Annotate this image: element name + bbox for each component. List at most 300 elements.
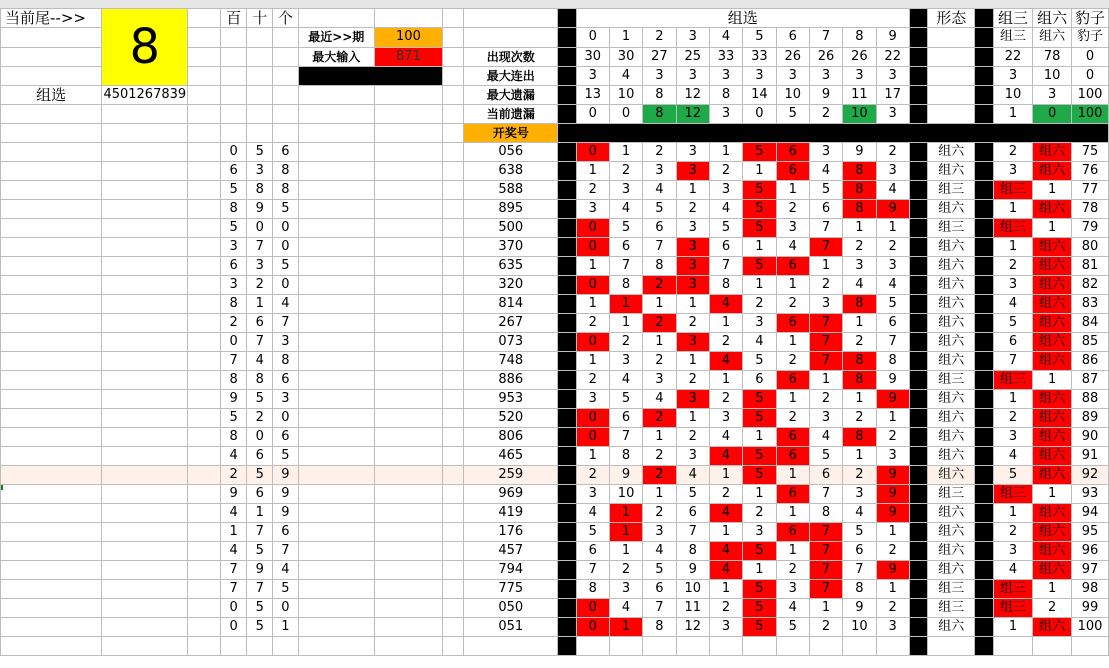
draw-digit[interactable]: 0 [273, 276, 299, 295]
miss-value[interactable]: 3 [576, 485, 609, 504]
draw-digit[interactable]: 7 [273, 542, 299, 561]
miss-value[interactable]: 0 [576, 143, 609, 162]
draw-number[interactable]: 794 [464, 561, 558, 580]
cell[interactable] [298, 9, 374, 28]
zuxuan-title[interactable]: 组选 [576, 9, 909, 28]
cell[interactable] [374, 637, 442, 656]
separator[interactable] [558, 466, 576, 485]
miss-value[interactable]: 3 [676, 238, 709, 257]
separator[interactable] [975, 561, 993, 580]
cell[interactable] [609, 637, 642, 656]
cell[interactable] [102, 409, 188, 428]
miss-value[interactable]: 1 [743, 238, 776, 257]
separator[interactable] [909, 47, 927, 66]
miss-value[interactable]: 6 [709, 238, 742, 257]
cell[interactable] [1, 618, 102, 637]
separator[interactable] [909, 257, 927, 276]
hundreds-label[interactable]: 百 [220, 9, 247, 28]
stat-value[interactable]: 30 [576, 47, 609, 66]
zu3-subheader[interactable]: 组三 [993, 28, 1033, 47]
stat-value[interactable]: 33 [743, 47, 776, 66]
shape-miss[interactable]: 1 [993, 618, 1033, 637]
stat-value[interactable]: 26 [843, 47, 876, 66]
shape-miss[interactable]: 3 [993, 542, 1033, 561]
cell[interactable] [102, 124, 188, 143]
cell[interactable] [273, 124, 299, 143]
cell[interactable] [374, 618, 442, 637]
separator[interactable] [558, 238, 576, 257]
shape-value[interactable]: 组六 [928, 352, 975, 371]
shape-miss[interactable]: 1 [1033, 580, 1072, 599]
separator[interactable] [558, 86, 576, 105]
miss-value[interactable]: 2 [809, 276, 842, 295]
miss-value[interactable]: 3 [743, 523, 776, 542]
miss-value[interactable]: 1 [709, 314, 742, 333]
separator[interactable] [909, 9, 927, 28]
miss-value[interactable]: 2 [776, 352, 809, 371]
cell[interactable] [1033, 637, 1072, 656]
draw-digit[interactable]: 5 [247, 143, 273, 162]
cell[interactable] [298, 143, 374, 162]
separator[interactable] [909, 181, 927, 200]
miss-value[interactable]: 1 [609, 143, 642, 162]
separator[interactable] [975, 66, 993, 85]
separator[interactable] [975, 523, 993, 542]
miss-value[interactable]: 6 [776, 143, 809, 162]
miss-value[interactable]: 3 [843, 257, 876, 276]
draw-digit[interactable]: 4 [247, 352, 273, 371]
shape-miss[interactable]: 3 [993, 276, 1033, 295]
draw-digit[interactable]: 9 [247, 561, 273, 580]
miss-value[interactable]: 3 [809, 409, 842, 428]
miss-value[interactable]: 2 [743, 295, 776, 314]
separator[interactable] [558, 181, 576, 200]
cell[interactable] [443, 333, 464, 352]
draw-digit[interactable]: 6 [273, 428, 299, 447]
miss-value[interactable]: 2 [576, 314, 609, 333]
miss-value[interactable]: 3 [676, 162, 709, 181]
cell[interactable] [374, 428, 442, 447]
cell[interactable] [220, 637, 247, 656]
draw-digit[interactable]: 0 [273, 409, 299, 428]
miss-value[interactable]: 3 [609, 352, 642, 371]
separator[interactable] [975, 371, 993, 390]
miss-value[interactable]: 7 [643, 238, 676, 257]
cell[interactable] [374, 200, 442, 219]
shape-miss[interactable]: 84 [1072, 314, 1109, 333]
shape-miss[interactable]: 组六 [1033, 409, 1072, 428]
separator[interactable] [975, 618, 993, 637]
separator[interactable] [558, 162, 576, 181]
cell[interactable] [247, 28, 273, 47]
cell[interactable] [188, 181, 221, 200]
cell[interactable] [247, 86, 273, 105]
cell[interactable] [247, 47, 273, 66]
cell[interactable] [374, 219, 442, 238]
miss-value[interactable]: 10 [609, 485, 642, 504]
cell[interactable] [374, 580, 442, 599]
group-digits[interactable]: 4501267839 [102, 86, 188, 105]
cell[interactable] [298, 523, 374, 542]
miss-value[interactable]: 1 [809, 371, 842, 390]
cell[interactable] [188, 47, 221, 66]
stat-value[interactable]: 3 [576, 66, 609, 85]
draw-number[interactable]: 969 [464, 485, 558, 504]
cell[interactable] [298, 314, 374, 333]
shape-value[interactable]: 组六 [928, 143, 975, 162]
miss-value[interactable]: 4 [876, 276, 909, 295]
shape-miss[interactable]: 组六 [1033, 390, 1072, 409]
miss-value[interactable]: 7 [609, 428, 642, 447]
cell[interactable] [776, 637, 809, 656]
separator[interactable] [558, 143, 576, 162]
separator[interactable] [909, 409, 927, 428]
miss-value[interactable]: 2 [643, 504, 676, 523]
miss-value[interactable]: 3 [676, 276, 709, 295]
cell[interactable] [1, 143, 102, 162]
miss-value[interactable]: 2 [609, 333, 642, 352]
cell[interactable] [374, 257, 442, 276]
miss-value[interactable]: 6 [776, 428, 809, 447]
draw-digit[interactable]: 4 [220, 504, 247, 523]
shape-miss[interactable]: 2 [993, 143, 1033, 162]
draw-number[interactable]: 056 [464, 143, 558, 162]
cell[interactable] [374, 523, 442, 542]
miss-value[interactable]: 8 [676, 542, 709, 561]
miss-value[interactable]: 5 [743, 447, 776, 466]
shape-miss[interactable]: 1 [993, 390, 1033, 409]
cell[interactable] [102, 352, 188, 371]
draw-digit[interactable]: 3 [247, 162, 273, 181]
shape-stat[interactable]: 100 [1072, 86, 1109, 105]
shape-value[interactable]: 组六 [928, 162, 975, 181]
separator[interactable] [909, 105, 927, 124]
cell[interactable] [1, 28, 102, 47]
miss-value[interactable]: 4 [609, 599, 642, 618]
miss-value[interactable]: 1 [743, 561, 776, 580]
cell[interactable] [298, 200, 374, 219]
cell[interactable] [374, 162, 442, 181]
miss-value[interactable]: 8 [843, 295, 876, 314]
miss-value[interactable]: 1 [743, 162, 776, 181]
cell[interactable] [102, 181, 188, 200]
cell[interactable] [102, 447, 188, 466]
miss-value[interactable]: 1 [876, 219, 909, 238]
shape-stat[interactable]: 78 [1033, 47, 1072, 66]
miss-value[interactable]: 3 [676, 390, 709, 409]
draw-digit[interactable]: 3 [273, 333, 299, 352]
miss-value[interactable]: 4 [709, 561, 742, 580]
cell[interactable] [298, 618, 374, 637]
cell[interactable] [188, 295, 221, 314]
separator[interactable] [975, 162, 993, 181]
separator[interactable] [558, 66, 576, 85]
miss-value[interactable]: 2 [676, 428, 709, 447]
miss-value[interactable]: 2 [876, 542, 909, 561]
miss-value[interactable]: 1 [709, 371, 742, 390]
cell[interactable] [443, 352, 464, 371]
digit-header[interactable]: 4 [709, 28, 742, 47]
miss-value[interactable]: 8 [843, 371, 876, 390]
draw-digit[interactable]: 2 [247, 276, 273, 295]
group-label[interactable]: 组选 [1, 86, 102, 105]
miss-value[interactable]: 5 [743, 352, 776, 371]
cell[interactable] [273, 28, 299, 47]
cell[interactable] [298, 124, 374, 143]
separator[interactable] [975, 28, 993, 47]
separator[interactable] [975, 47, 993, 66]
miss-value[interactable]: 4 [876, 181, 909, 200]
cell[interactable] [102, 105, 188, 124]
cell[interactable] [220, 86, 247, 105]
miss-value[interactable]: 8 [843, 181, 876, 200]
miss-value[interactable]: 4 [643, 542, 676, 561]
cell[interactable] [1, 447, 102, 466]
cell[interactable] [188, 105, 221, 124]
miss-value[interactable]: 1 [743, 428, 776, 447]
miss-value[interactable]: 5 [743, 200, 776, 219]
cell[interactable] [102, 561, 188, 580]
miss-value[interactable]: 1 [843, 219, 876, 238]
miss-value[interactable]: 0 [576, 618, 609, 637]
miss-value[interactable]: 6 [809, 466, 842, 485]
miss-value[interactable]: 1 [609, 523, 642, 542]
separator[interactable] [558, 523, 576, 542]
stat-label[interactable]: 最大遗漏 [464, 86, 558, 105]
shape-miss[interactable]: 81 [1072, 257, 1109, 276]
miss-value[interactable]: 12 [676, 618, 709, 637]
shape-value[interactable]: 组六 [928, 314, 975, 333]
cell[interactable] [220, 105, 247, 124]
cell[interactable] [1, 599, 102, 618]
miss-value[interactable]: 0 [576, 219, 609, 238]
max-input-value[interactable]: 871 [374, 47, 442, 66]
draw-digit[interactable]: 7 [220, 352, 247, 371]
miss-value[interactable]: 4 [776, 599, 809, 618]
cell[interactable] [298, 580, 374, 599]
cell[interactable] [374, 409, 442, 428]
draw-digit[interactable]: 5 [273, 447, 299, 466]
separator[interactable] [558, 637, 576, 656]
draw-digit[interactable]: 9 [247, 200, 273, 219]
miss-value[interactable]: 2 [643, 143, 676, 162]
stat-value[interactable]: 5 [776, 105, 809, 124]
miss-value[interactable]: 8 [809, 504, 842, 523]
shape-miss[interactable]: 99 [1072, 599, 1109, 618]
cell[interactable] [443, 9, 464, 28]
draw-number[interactable]: 320 [464, 276, 558, 295]
cell[interactable] [464, 637, 558, 656]
shape-miss[interactable]: 组六 [1033, 504, 1072, 523]
cell[interactable] [188, 219, 221, 238]
cell[interactable] [1, 637, 102, 656]
shape-value[interactable]: 组六 [928, 257, 975, 276]
cell[interactable] [247, 105, 273, 124]
miss-value[interactable]: 1 [676, 181, 709, 200]
miss-value[interactable]: 1 [876, 409, 909, 428]
cell[interactable] [188, 9, 221, 28]
miss-value[interactable]: 6 [876, 314, 909, 333]
draw-digit[interactable]: 6 [273, 143, 299, 162]
shape-miss[interactable]: 组六 [1033, 428, 1072, 447]
draw-digit[interactable]: 8 [220, 371, 247, 390]
separator[interactable] [975, 466, 993, 485]
draw-number[interactable]: 886 [464, 371, 558, 390]
stat-value[interactable]: 25 [676, 47, 709, 66]
shape-miss[interactable]: 组三 [993, 599, 1033, 618]
miss-value[interactable]: 7 [709, 257, 742, 276]
miss-value[interactable]: 7 [643, 599, 676, 618]
draw-digit[interactable]: 3 [273, 390, 299, 409]
stat-value[interactable]: 26 [776, 47, 809, 66]
cell[interactable] [298, 466, 374, 485]
draw-digit[interactable]: 9 [273, 485, 299, 504]
shape-miss[interactable]: 85 [1072, 333, 1109, 352]
separator[interactable] [909, 428, 927, 447]
draw-digit[interactable]: 7 [220, 580, 247, 599]
cell[interactable] [876, 637, 909, 656]
miss-value[interactable]: 11 [676, 599, 709, 618]
miss-value[interactable]: 1 [776, 390, 809, 409]
cell[interactable] [443, 428, 464, 447]
draw-digit[interactable]: 0 [273, 599, 299, 618]
separator[interactable] [558, 580, 576, 599]
shape-miss[interactable]: 1 [993, 200, 1033, 219]
cell[interactable] [188, 352, 221, 371]
draw-digit[interactable]: 8 [273, 352, 299, 371]
draw-digit[interactable]: 5 [273, 580, 299, 599]
draw-digit[interactable]: 6 [247, 314, 273, 333]
cell[interactable] [102, 200, 188, 219]
miss-value[interactable]: 2 [676, 371, 709, 390]
cell[interactable] [188, 390, 221, 409]
shape-stat[interactable]: 0 [1072, 66, 1109, 85]
miss-value[interactable]: 2 [609, 162, 642, 181]
separator[interactable] [909, 580, 927, 599]
miss-value[interactable]: 7 [809, 485, 842, 504]
draw-digit[interactable]: 6 [247, 447, 273, 466]
cell[interactable] [1, 580, 102, 599]
separator[interactable] [909, 637, 927, 656]
draw-number[interactable]: 465 [464, 447, 558, 466]
cell[interactable] [1, 504, 102, 523]
cell[interactable] [374, 371, 442, 390]
cell[interactable] [273, 105, 299, 124]
cell[interactable] [443, 47, 464, 66]
shape-miss[interactable]: 7 [993, 352, 1033, 371]
miss-value[interactable]: 8 [643, 257, 676, 276]
miss-value[interactable]: 2 [709, 162, 742, 181]
shape-miss[interactable]: 1 [1033, 371, 1072, 390]
draw-digit[interactable]: 8 [220, 428, 247, 447]
baozi-subheader[interactable]: 豹子 [1072, 28, 1109, 47]
separator[interactable] [558, 599, 576, 618]
shape-miss[interactable]: 3 [993, 428, 1033, 447]
miss-value[interactable]: 8 [843, 580, 876, 599]
shape-miss[interactable]: 组六 [1033, 542, 1072, 561]
separator[interactable] [975, 295, 993, 314]
miss-value[interactable]: 3 [643, 371, 676, 390]
draw-digit[interactable]: 0 [220, 143, 247, 162]
miss-value[interactable]: 6 [843, 542, 876, 561]
miss-value[interactable]: 3 [643, 162, 676, 181]
stat-value[interactable]: 3 [709, 66, 742, 85]
miss-value[interactable]: 2 [709, 599, 742, 618]
cell[interactable] [188, 257, 221, 276]
miss-value[interactable]: 5 [743, 257, 776, 276]
miss-value[interactable]: 7 [809, 580, 842, 599]
cell[interactable] [1, 219, 102, 238]
cell[interactable] [374, 599, 442, 618]
separator[interactable] [558, 276, 576, 295]
draw-number[interactable]: 638 [464, 162, 558, 181]
cell[interactable] [102, 162, 188, 181]
cell[interactable] [464, 28, 558, 47]
miss-value[interactable]: 7 [609, 257, 642, 276]
separator[interactable] [909, 200, 927, 219]
cell[interactable] [102, 276, 188, 295]
separator[interactable] [558, 542, 576, 561]
miss-value[interactable]: 5 [743, 409, 776, 428]
cell[interactable] [1, 276, 102, 295]
cell[interactable] [1, 561, 102, 580]
draw-number[interactable]: 814 [464, 295, 558, 314]
separator[interactable] [975, 428, 993, 447]
cell[interactable] [1, 257, 102, 276]
tail-value[interactable]: 8 [102, 9, 188, 86]
miss-value[interactable]: 1 [609, 504, 642, 523]
miss-value[interactable]: 0 [576, 599, 609, 618]
shape-miss[interactable]: 83 [1072, 295, 1109, 314]
cell[interactable] [374, 333, 442, 352]
digit-header[interactable]: 9 [876, 28, 909, 47]
miss-value[interactable]: 3 [809, 295, 842, 314]
cell[interactable] [1, 66, 102, 85]
shape-miss[interactable]: 92 [1072, 466, 1109, 485]
cell[interactable] [1, 162, 102, 181]
miss-value[interactable]: 1 [576, 295, 609, 314]
miss-value[interactable]: 2 [876, 599, 909, 618]
cell[interactable] [102, 466, 188, 485]
draw-digit[interactable]: 8 [220, 295, 247, 314]
stat-value[interactable]: 26 [809, 47, 842, 66]
miss-value[interactable]: 1 [809, 257, 842, 276]
miss-value[interactable]: 1 [876, 580, 909, 599]
stat-value[interactable]: 3 [876, 66, 909, 85]
miss-value[interactable]: 1 [776, 542, 809, 561]
miss-value[interactable]: 5 [809, 447, 842, 466]
miss-value[interactable]: 3 [876, 447, 909, 466]
draw-digit[interactable]: 6 [273, 523, 299, 542]
draw-digit[interactable]: 9 [220, 485, 247, 504]
draw-digit[interactable]: 6 [273, 371, 299, 390]
cell[interactable] [993, 637, 1033, 656]
miss-value[interactable]: 9 [676, 561, 709, 580]
miss-value[interactable]: 1 [843, 314, 876, 333]
miss-value[interactable]: 1 [876, 523, 909, 542]
shape-miss[interactable]: 98 [1072, 580, 1109, 599]
separator[interactable] [909, 314, 927, 333]
miss-value[interactable]: 5 [743, 181, 776, 200]
draw-digit[interactable]: 2 [220, 314, 247, 333]
draw-digit[interactable]: 8 [247, 371, 273, 390]
shape-miss[interactable]: 5 [993, 466, 1033, 485]
cell[interactable] [374, 295, 442, 314]
miss-value[interactable]: 8 [609, 447, 642, 466]
cell[interactable] [298, 352, 374, 371]
shape-miss[interactable]: 89 [1072, 409, 1109, 428]
miss-value[interactable]: 2 [809, 390, 842, 409]
